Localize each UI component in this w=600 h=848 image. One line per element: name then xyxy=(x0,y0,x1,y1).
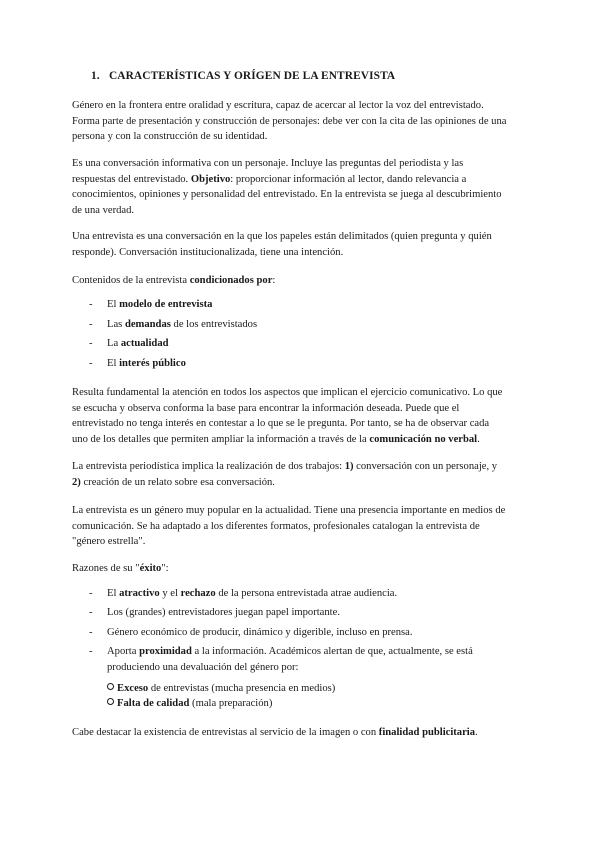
text-run: respuestas del entrevistado. xyxy=(72,173,191,185)
text-run: Las xyxy=(107,319,125,330)
text-run: La xyxy=(107,338,121,349)
paragraph-contents xyxy=(72,273,534,289)
dash-bullet: - xyxy=(89,319,93,330)
text-run: . xyxy=(475,727,478,738)
list-item xyxy=(89,317,534,333)
text-run: produciendo una devaluación del género por: xyxy=(107,661,299,673)
bold-term: éxito xyxy=(139,563,162,574)
bold-term: actualidad xyxy=(120,338,169,349)
text-line: Una entrevista es una conversación en la que los papeles están delimitados (quien pregunta y quién xyxy=(72,231,492,242)
dash-bullet: - xyxy=(89,338,93,349)
paragraph-popularity xyxy=(72,503,534,550)
dash-bullet: - xyxy=(89,627,93,638)
bold-term: atractivo xyxy=(119,588,160,599)
text-line: Es una conversación informativa con un personaje. Incluye las preguntas del periodista y las xyxy=(72,158,464,169)
bold-term: modelo de entrevista xyxy=(119,299,213,310)
text-run: Contenidos de la entrevista xyxy=(72,275,190,286)
bold-term: proximidad xyxy=(139,646,192,657)
text-run: La entrevista periodística implica la realización de dos trabajos: xyxy=(72,461,345,472)
text-line: comunicación. Se ha adaptado a los diferentes formatos, profesionales catalogan la entrevista de xyxy=(72,520,480,532)
text-run: : xyxy=(272,275,276,286)
paragraph-definition xyxy=(72,156,534,218)
text-line: Forma parte de presentación y construcción de personajes: debe ver con la cita de las opiniones de una xyxy=(72,115,507,127)
paragraph-reasons xyxy=(72,561,534,577)
text-run: Los (grandes) entrevistadores juegan papel importante. xyxy=(107,607,340,618)
paragraph-advertising xyxy=(72,725,534,741)
text-run: Cabe destacar la existencia de entrevistas al servicio de la imagen o con xyxy=(72,727,379,738)
bold-term: rechazo xyxy=(180,588,216,599)
text-run: : proporcionar información al lector, dando relevancia a xyxy=(230,173,467,185)
dash-bullet: - xyxy=(89,299,93,310)
bold-term: interés público xyxy=(119,358,186,369)
bold-term: comunicación no verbal xyxy=(369,433,478,445)
text-run: (mala preparación) xyxy=(189,698,273,709)
bold-term: demandas xyxy=(124,319,171,330)
bold-term: Exceso xyxy=(117,683,149,694)
text-line: "género estrella". xyxy=(72,536,146,547)
paragraph-genre xyxy=(72,98,534,145)
list-item xyxy=(89,605,534,621)
section-title: CARACTERÍSTICAS Y ORÍGEN DE LA ENTREVISTA xyxy=(108,70,396,82)
sub-list-item xyxy=(107,681,527,697)
text-run: El xyxy=(107,588,120,599)
text-run: El xyxy=(107,358,120,369)
text-line: responde). Conversación institucionalizada, tiene una intención. xyxy=(72,246,344,258)
bold-term: 2) xyxy=(72,476,81,488)
text-run: ": xyxy=(161,563,169,574)
text-line: se escucha y observa conforma la base para encontrar la información deseada. Puede que el xyxy=(72,402,460,414)
list-item xyxy=(89,625,534,641)
text-run: El xyxy=(107,299,120,310)
text-line: Género en la frontera entre oralidad y escritura, capaz de acercar al lector la voz del entrevistado. xyxy=(72,100,484,111)
circle-bullet-icon xyxy=(107,698,114,705)
paragraph-roles xyxy=(72,229,534,260)
dash-bullet: - xyxy=(89,607,93,618)
text-run: Razones de su " xyxy=(72,563,140,574)
list-item xyxy=(89,644,534,675)
text-run: . xyxy=(477,433,480,445)
text-line: persona y con la construcción de su identidad. xyxy=(72,131,268,142)
section-heading xyxy=(91,69,395,85)
dash-bullet: - xyxy=(89,588,93,599)
bold-term: 1) xyxy=(344,461,354,472)
bold-term: Falta de calidad xyxy=(117,698,190,709)
text-run: a la información. Académicos alertan de que, actualmente, se está xyxy=(191,646,473,657)
text-run: conversación con un personaje, y xyxy=(353,461,498,472)
bold-term: finalidad publicitaria xyxy=(378,727,476,738)
dash-bullet: - xyxy=(89,646,93,657)
text-run: Género económico de producir, dinámico y digerible, incluso en prensa. xyxy=(107,627,413,638)
paragraph-attention xyxy=(72,385,534,447)
bold-term: condicionados por xyxy=(189,275,273,286)
dash-bullet: - xyxy=(89,358,93,369)
text-run: de entrevistas (mucha presencia en medios) xyxy=(148,683,336,694)
text-run: y el xyxy=(159,588,181,599)
text-run: Aporta xyxy=(107,646,140,657)
list-item xyxy=(89,336,534,352)
text-line: Resulta fundamental la atención en todos los aspectos que implican el ejercicio comunicativo. Lo que xyxy=(72,387,503,398)
text-run: de la persona entrevistada atrae audiencia. xyxy=(215,588,398,599)
text-line: entrevistado no tenga interés en contestar a lo que se le pregunta. Por tanto, se ha de observar cada xyxy=(72,418,490,429)
list-item xyxy=(89,586,534,602)
text-line: La entrevista es un género muy popular en la actualidad. Tiene una presencia importante en medios de xyxy=(72,505,506,516)
text-run: de los entrevistados xyxy=(170,319,258,330)
list-item xyxy=(89,297,534,313)
section-number: 1. xyxy=(91,70,100,82)
text-run: uno de los detalles que permiten ampliar la información a través de la xyxy=(72,433,370,445)
bold-term: Objetivo xyxy=(190,173,231,185)
text-run: creación de un relato sobre esa conversación. xyxy=(80,476,275,488)
circle-bullet-icon xyxy=(107,683,114,690)
paragraph-two-tasks xyxy=(72,459,534,490)
text-line: de una verdad. xyxy=(72,204,135,216)
list-item xyxy=(89,356,534,372)
text-line: conocimientos, opiniones y personalidad del entrevistado. En la entrevista se juega al descubrimiento xyxy=(72,189,502,200)
sub-list-item xyxy=(107,696,527,712)
